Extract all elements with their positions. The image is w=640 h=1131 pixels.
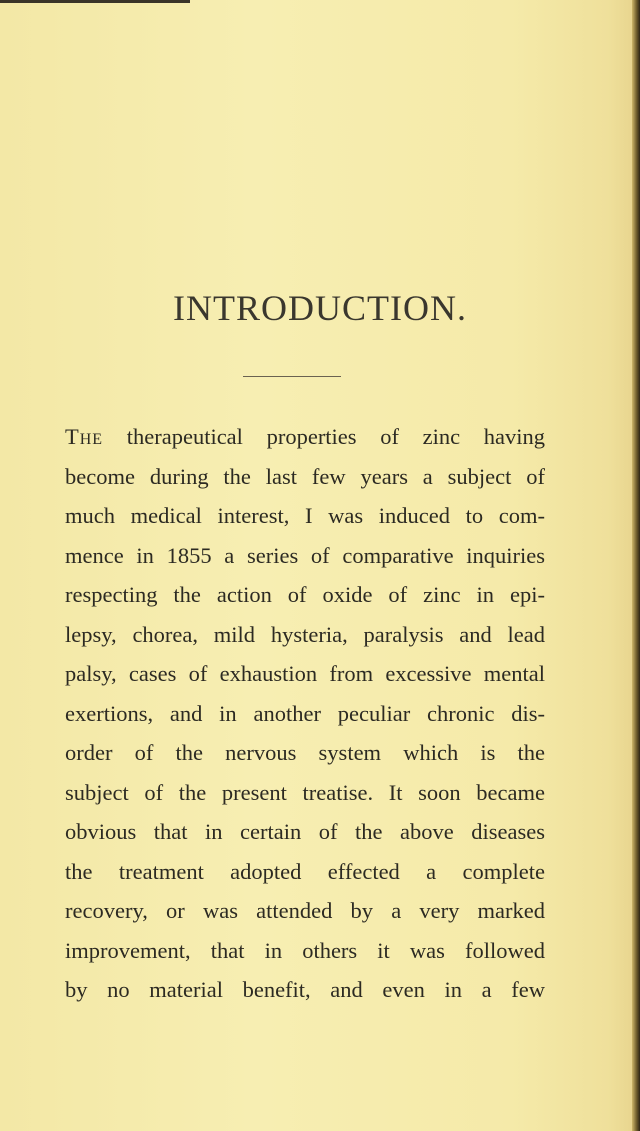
paragraph-line [65,417,545,457]
paragraph-line: respecting the action of oxide of zinc in epi- [65,582,545,607]
title-rule [243,376,341,377]
paragraph-line: order of the nervous system which is the [65,740,545,765]
paragraph-line: mence in 1855 a series of comparative inquiries [65,542,545,568]
chapter-title: INTRODUCTION. [173,288,467,328]
paragraph-line: subject of the present treatise. It soon became [65,779,545,805]
paragraph-line: by no material benefit, and even in a few [65,977,545,1002]
paragraph-line: the treatment adopted effected a complete [65,858,545,884]
paragraph-line: lepsy, chorea, mild hysteria, paralysis and lead [65,621,545,647]
paragraph-line: become during the last few years a subject of [65,463,545,489]
page-binding-edge [632,0,640,1131]
paragraph-line: much medical interest, I was induced to com- [65,503,545,528]
paragraph-line: improvement, that in others it was followed [65,937,545,963]
paragraph-line: recovery, or was attended by a very marked [65,898,545,923]
paragraph-line: obvious that in certain of the above diseases [65,819,545,844]
paragraph-line: exertions, and in another peculiar chronic dis- [65,700,545,726]
paragraph-line: palsy, cases of exhaustion from excessive mental [65,661,545,686]
body-paragraph [65,417,545,1010]
page-top-edge [0,0,190,3]
paragraph-line-text: therapeutical properties of zinc having [103,424,545,449]
lead-word: The [65,424,104,449]
